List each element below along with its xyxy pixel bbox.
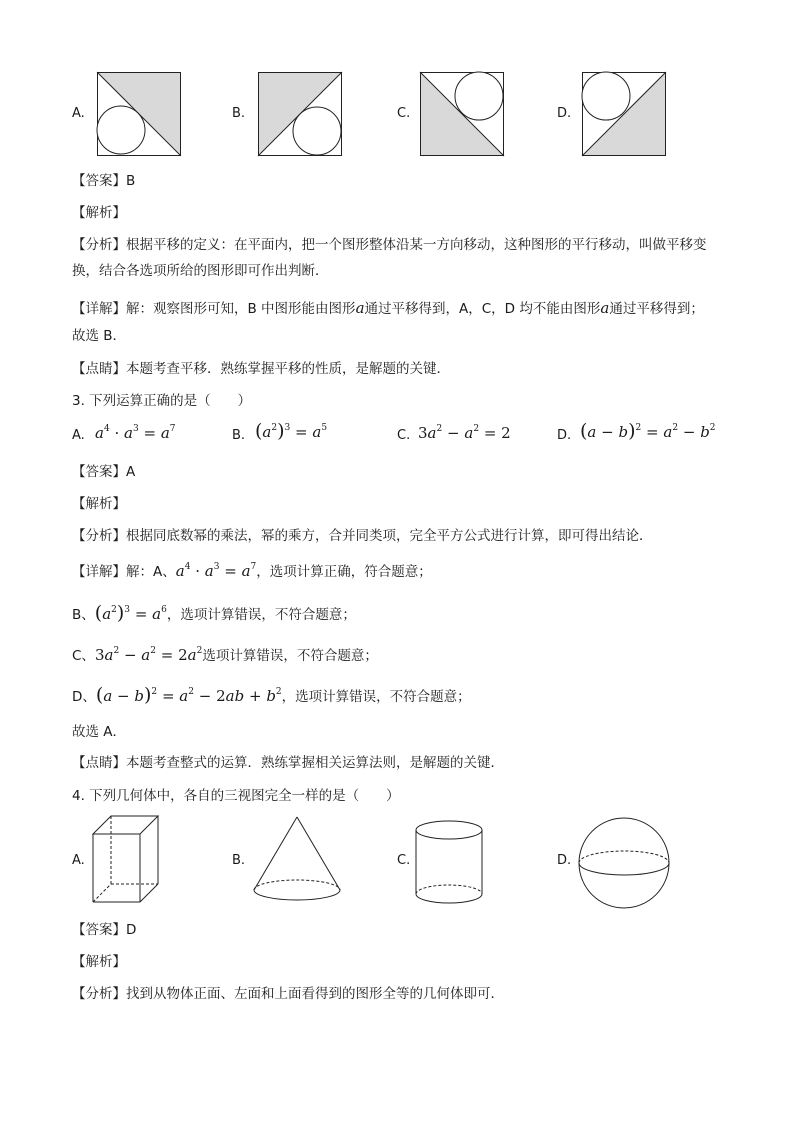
q3-detail-c-formula: $3a^2 - a^2 = 2a^2$ <box>94 646 203 664</box>
q3-option-d-formula: $(a - b)^2 = a^2 - b^2$ <box>580 420 716 442</box>
q2-var-a-2: a <box>600 299 610 317</box>
q4-option-d-sphere <box>578 817 670 909</box>
q3-option-a-formula: $a^4 \cdot a^3 = a^7$ <box>95 424 176 442</box>
q4-answer: 【答案】D <box>72 922 137 938</box>
q2-answer: 【答案】B <box>72 173 136 189</box>
q3-option-c-formula: $3a^2 - a^2 = 2$ <box>418 424 511 442</box>
q3-option-b-formula: $(a^2)^3 = a^5$ <box>255 420 328 442</box>
q2-option-d-figure <box>582 72 666 156</box>
q4-question: 4. 下列几何体中，各自的三视图完全一样的是（ ） <box>72 788 400 804</box>
q4-option-d-label: D. <box>557 853 572 868</box>
q3-question: 3. 下列运算正确的是（ ） <box>72 393 252 409</box>
q4-analysis: 【分析】找到从物体正面、左面和上面看得到的图形全等的几何体即可． <box>72 986 504 1002</box>
q3-jiexi-heading: 【解析】 <box>72 496 126 512</box>
q3-option-d-label: D. <box>557 428 572 443</box>
q2-key-point: 【点睛】本题考查平移．熟练掌握平移的性质，是解题的关键． <box>72 361 450 377</box>
q3-detail-a: 【详解】解：A、$a^4 \cdot a^3 = a^7$，选项计算正确，符合题意； <box>72 562 432 580</box>
q3-answer: 【答案】A <box>72 464 136 480</box>
q2-var-a-1: a <box>355 299 365 317</box>
q4-option-b-cone <box>252 816 342 904</box>
q4-option-b-label: B. <box>232 853 246 868</box>
q4-option-a-prism <box>92 814 162 904</box>
q2-option-c-figure <box>420 72 504 156</box>
q3-detail-b-formula: $(a^2)^3 = a^6$ <box>94 602 167 624</box>
q3-detail-b: B、$(a^2)^3 = a^6$，选项计算错误，不符合题意； <box>72 602 356 624</box>
q4-option-a-label: A. <box>72 853 85 868</box>
q2-analysis: 【分析】根据平移的定义：在平面内，把一个图形整体沿某一方向移动，这种图形的平行移动，叫做平移变换，结合各选项所给的图形即可作出判断． <box>72 237 707 279</box>
q2-conclusion: 故选 B． <box>72 328 127 344</box>
q3-analysis: 【分析】根据同底数幂的乘法，幂的乘方，合并同类项，完全平方公式进行计算，即可得出结论． <box>72 528 653 544</box>
q4-option-c-label: C. <box>397 853 411 868</box>
q2-option-a-figure <box>97 72 181 156</box>
q3-option-c-label: C. <box>397 428 411 443</box>
q2-jiexi-heading: 【解析】 <box>72 205 126 221</box>
q3-detail-c: C、$3a^2 - a^2 = 2a^2$选项计算错误，不符合题意； <box>72 646 378 664</box>
q3-conclusion: 故选 A． <box>72 724 127 740</box>
q3-option-b-label: B. <box>232 428 246 443</box>
q3-detail-a-formula: $a^4 \cdot a^3 = a^7$ <box>175 562 257 580</box>
q2-option-d-label: D. <box>557 106 572 121</box>
q3-detail-d: D、$(a - b)^2 = a^2 - 2ab + b^2$，选项计算错误，不符合题意； <box>72 684 471 706</box>
q3-key-point: 【点睛】本题考查整式的运算．熟练掌握相关运算法则，是解题的关键． <box>72 755 504 771</box>
q2-option-b-label: B. <box>232 106 246 121</box>
q4-option-c-cylinder <box>414 820 484 906</box>
q3-detail-d-formula: $(a - b)^2 = a^2 - 2ab + b^2$ <box>95 684 282 706</box>
q2-option-c-label: C. <box>397 106 411 121</box>
q2-option-b-figure <box>258 72 342 156</box>
q2-detail: 【详解】解：观察图形可知，B 中图形能由图形a通过平移得到，A，C，D 均不能由图形a通过平移得到； <box>72 299 704 317</box>
q3-option-a-label: A. <box>72 428 85 443</box>
q4-jiexi-heading: 【解析】 <box>72 954 126 970</box>
q2-option-a-label: A. <box>72 106 85 121</box>
